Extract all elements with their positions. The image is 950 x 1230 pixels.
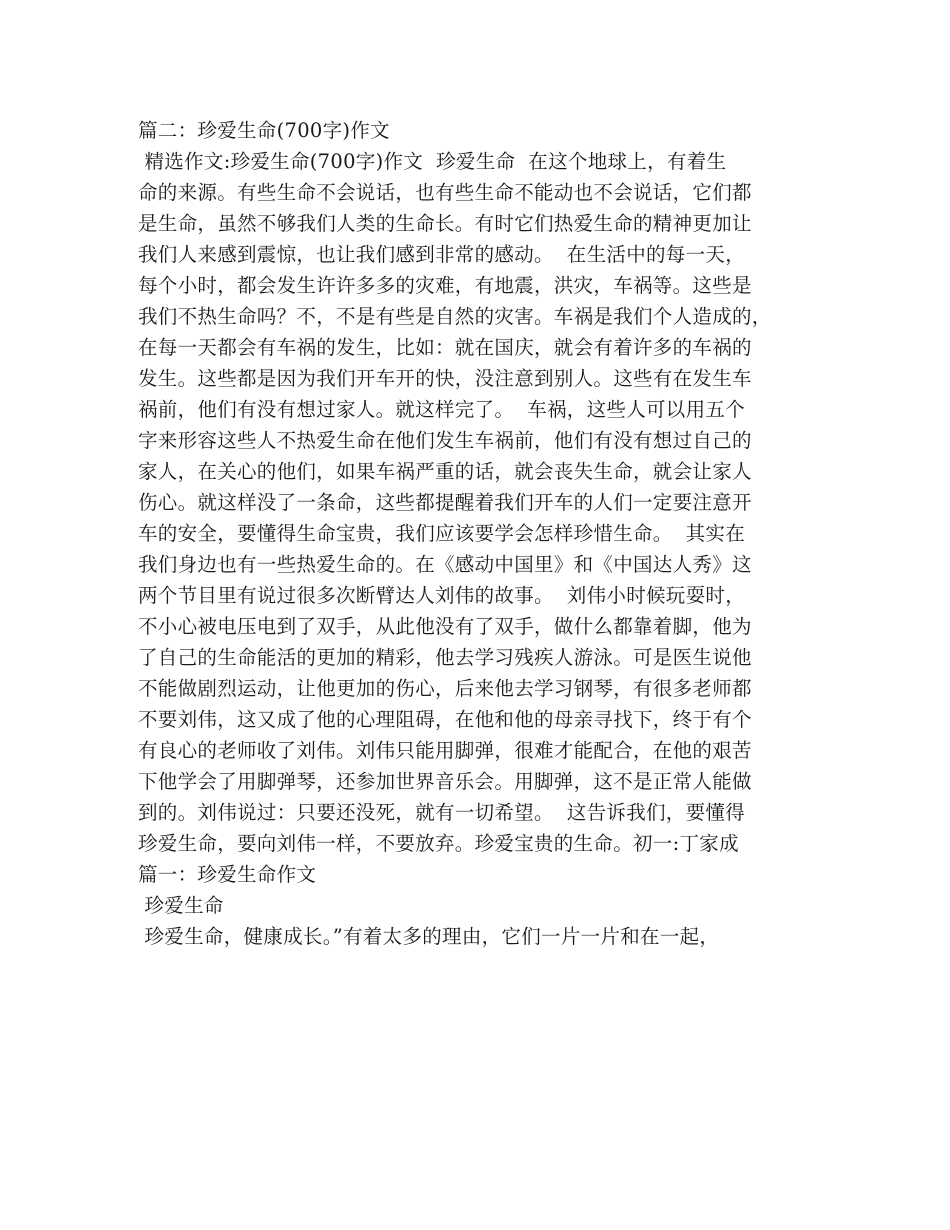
text-line: 两个节目里有说过很多次断臂达人刘伟的故事。 刘伟小时候玩耍时， (138, 584, 745, 607)
text-line: 珍爱生命，要向刘伟一样，不要放弃。珍爱宝贵的生命。初一:丁家成 (138, 832, 739, 855)
text-line: 我们人来感到震惊，也让我们感到非常的感动。 在生活中的每一天， (138, 243, 745, 266)
text-line: 精选作文:珍爱生命(700字)作文 珍爱生命 在这个地球上，有着生 (138, 150, 727, 173)
essay-title: 珍爱生命 (138, 894, 224, 917)
text-line: 在每一天都会有车祸的发生，比如：就在国庆，就会有着许多的车祸的 (138, 336, 752, 359)
text-line: 字来形容这些人不热爱生命在他们发生车祸前，他们有没有想过自己的 (138, 429, 752, 452)
text-line: 了自己的生命能活的更加的精彩，他去学习残疾人游泳。可是医生说他 (138, 646, 752, 669)
document-text (138, 115, 838, 952)
text-line: 每个小时，都会发生许许多多的灾难，有地震，洪灾，车祸等。这些是 (138, 274, 752, 297)
text-line: 下他学会了用脚弹琴，还参加世界音乐会。用脚弹，这不是正常人能做 (138, 770, 752, 793)
text-line: 车的安全，要懂得生命宝贵，我们应该要学会怎样珍惜生命。 其实在 (138, 522, 745, 545)
text-line: 伤心。就这样没了一条命，这些都提醒着我们开车的人们一定要注意开 (138, 491, 752, 514)
text-line: 是生命，虽然不够我们人类的生命长。有时它们热爱生命的精神更加让 (138, 212, 752, 235)
text-line: 珍爱生命，健康成长。”有着太多的理由，它们一片一片和在一起， (138, 925, 720, 948)
section-heading: 篇二：珍爱生命(700字)作文 (138, 119, 390, 142)
text-line: 有良心的老师收了刘伟。刘伟只能用脚弹，很难才能配合，在他的艰苦 (138, 739, 752, 762)
text-line: 不能做剧烈运动，让他更加的伤心，后来他去学习钢琴，有很多老师都 (138, 677, 752, 700)
text-line: 我们不热生命吗？不，不是有些是自然的灾害。车祸是我们个人造成的， (138, 305, 772, 328)
section-heading: 篇一：珍爱生命作文 (138, 863, 317, 886)
text-line: 到的。刘伟说过：只要还没死，就有一切希望。 这告诉我们，要懂得 (138, 801, 745, 824)
text-line: 不要刘伟，这又成了他的心理阻碍，在他和他的母亲寻找下，终于有个 (138, 708, 752, 731)
text-line: 不小心被电压电到了双手，从此他没有了双手，做什么都靠着脚，他为 (138, 615, 752, 638)
text-line: 祸前，他们有没有想过家人。就这样完了。 车祸，这些人可以用五个 (138, 398, 745, 421)
text-line: 我们身边也有一些热爱生命的。在《感动中国里》和《中国达人秀》这 (138, 553, 752, 576)
text-line: 发生。这些都是因为我们开车开的快，没注意到别人。这些有在发生车 (138, 367, 752, 390)
text-line: 命的来源。有些生命不会说话，也有些生命不能动也不会说话，它们都 (138, 181, 752, 204)
text-line: 家人，在关心的他们，如果车祸严重的话，就会丧失生命，就会让家人 (138, 460, 752, 483)
